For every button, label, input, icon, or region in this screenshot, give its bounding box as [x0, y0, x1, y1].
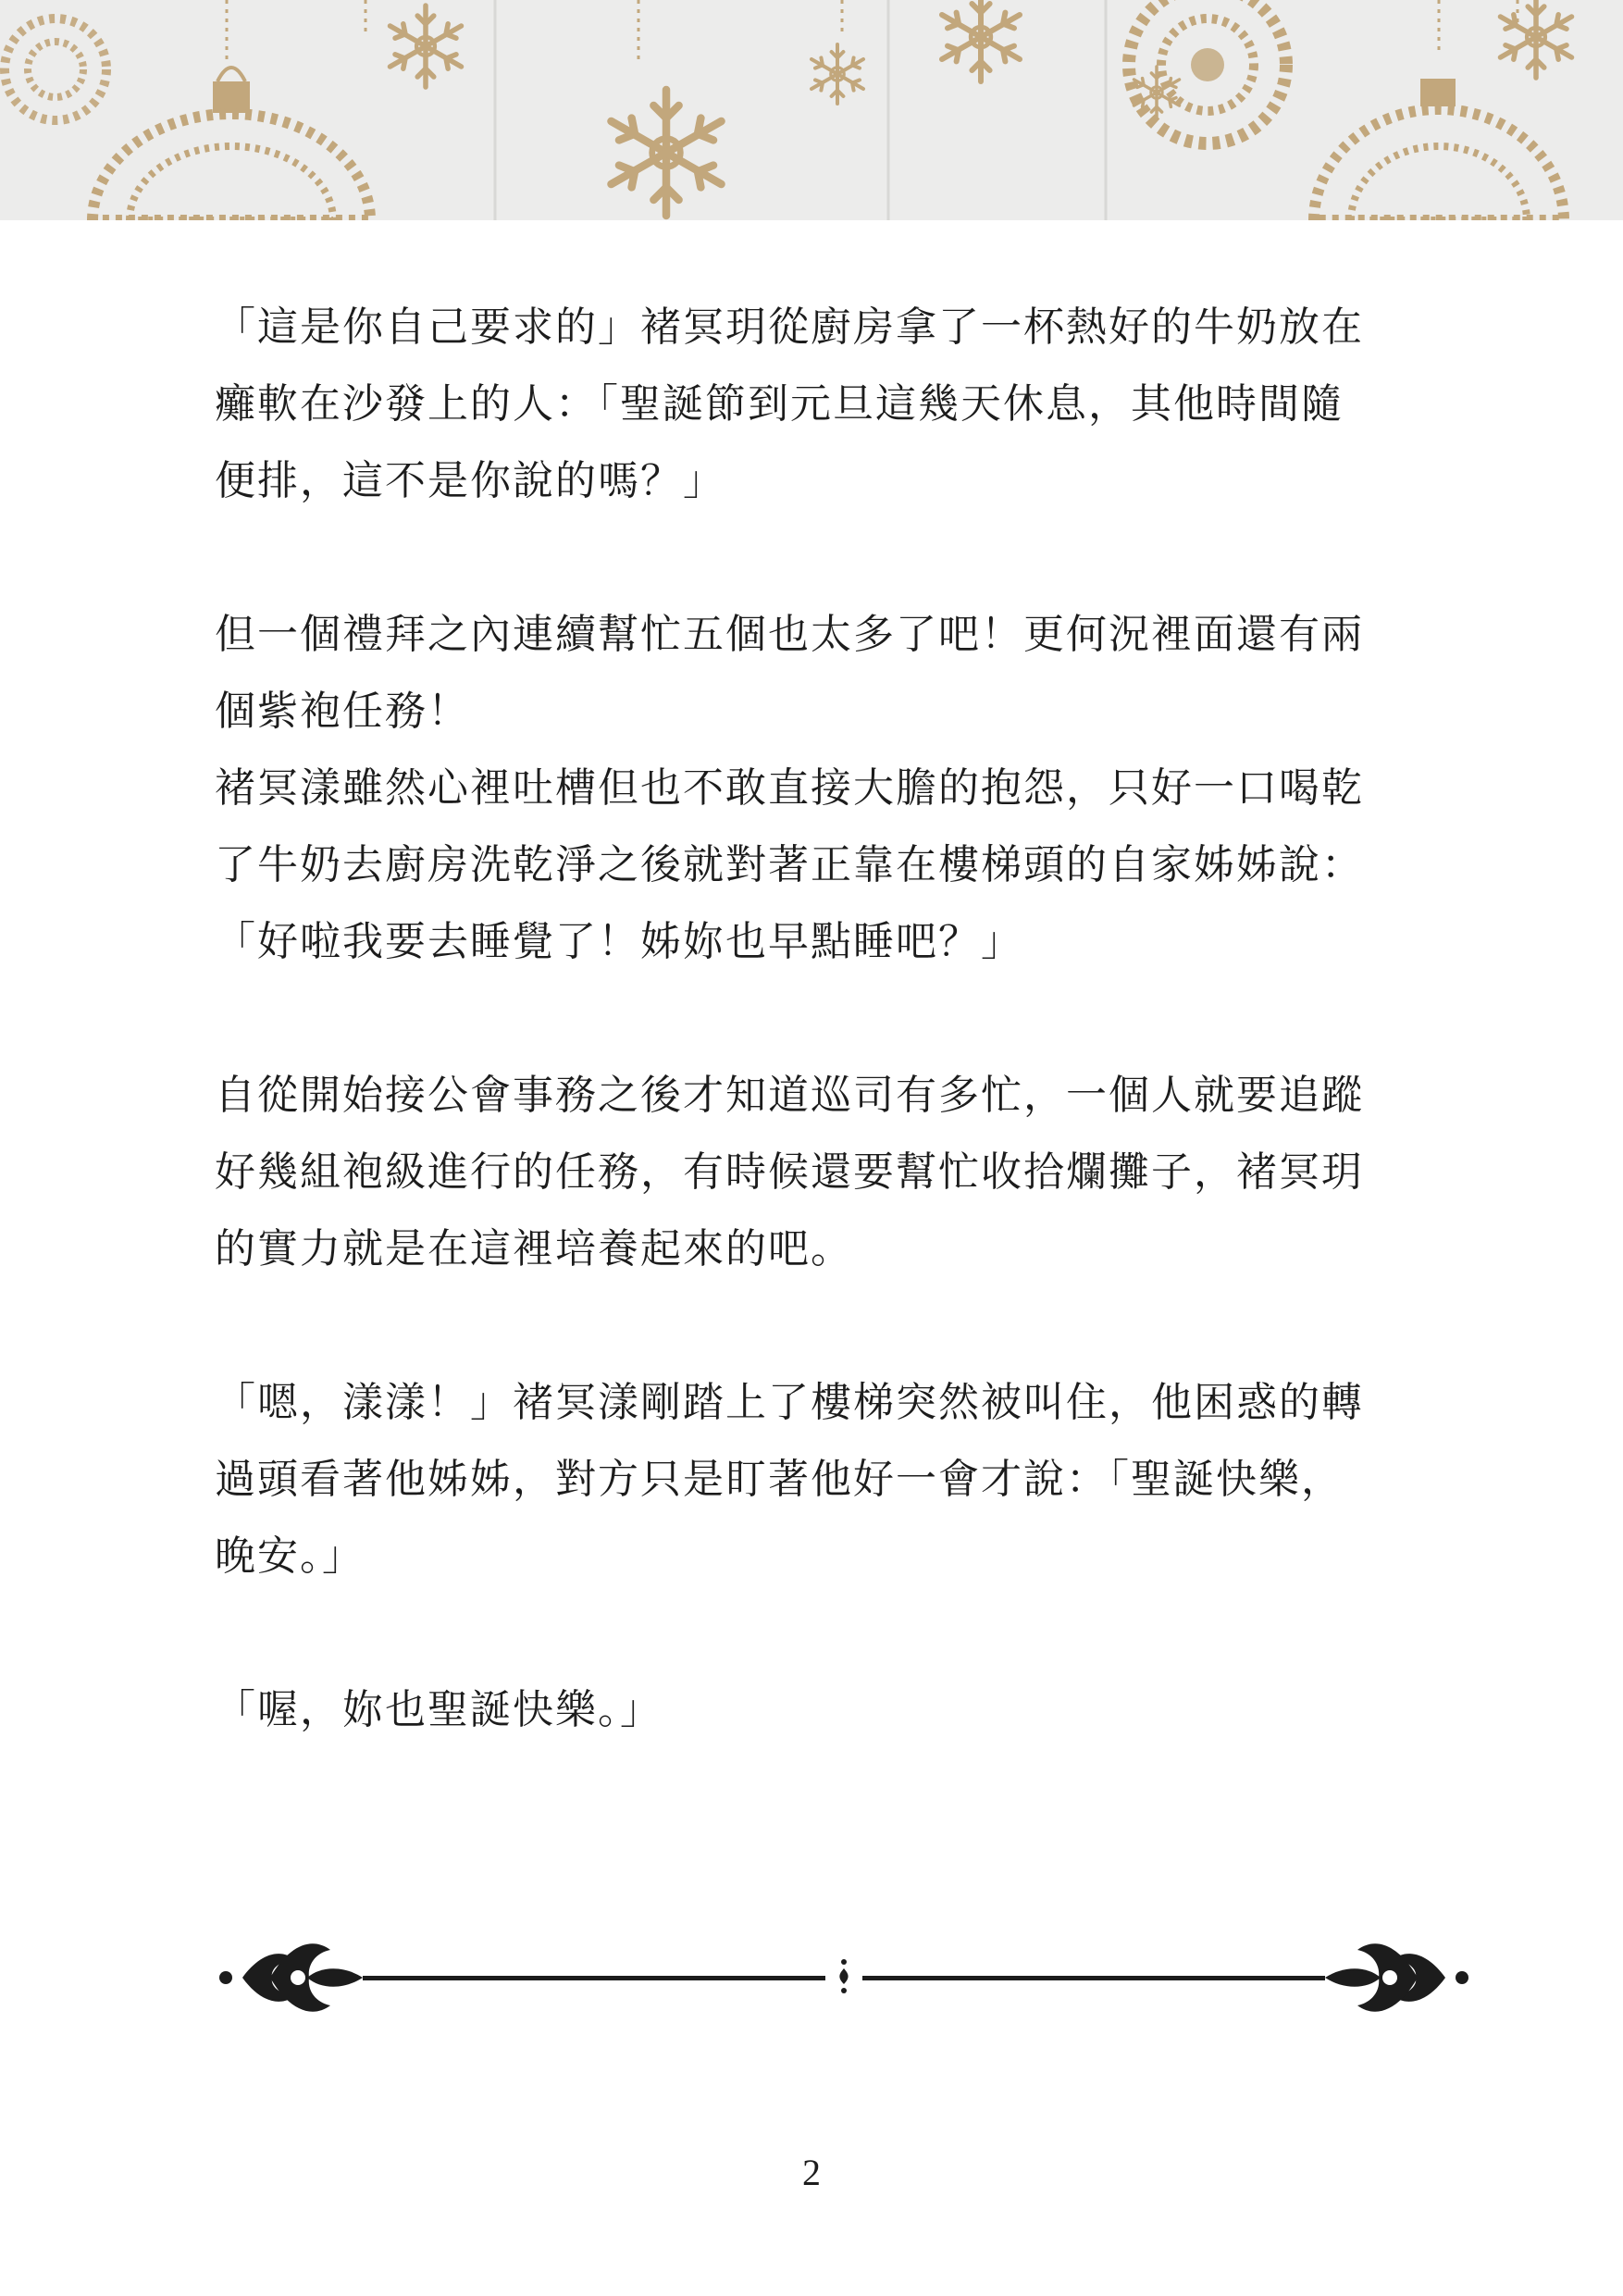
text-line: 了牛奶去廚房洗乾淨之後就對著正靠在樓梯頭的自家姊姊說： [215, 841, 1364, 888]
text-line: 「喔，妳也聖誕快樂。」 [215, 1686, 663, 1733]
text-line: 晚安。」 [215, 1533, 365, 1580]
text-line: 褚冥漾雖然心裡吐槽但也不敢直接大膽的抱怨，只好一口喝乾 [215, 764, 1364, 812]
christmas-ornament-icon [0, 0, 1623, 220]
page-number: 2 [802, 2152, 821, 2193]
paragraph [215, 1364, 1418, 1595]
text-line: 好幾組袍級進行的任務，有時候還要幫忙收拾爛攤子，褚冥玥 [215, 1148, 1364, 1196]
header-banner [0, 0, 1623, 220]
text-line: 自從開始接公會事務之後才知道巡司有多忙，一個人就要追蹤 [215, 1072, 1364, 1119]
paragraph [215, 750, 1418, 980]
text-line: 的實力就是在這裡培養起來的吧。 [215, 1225, 853, 1272]
text-line: 但一個禮拜之內連續幫忙五個也太多了吧！更何況裡面還有兩 [215, 611, 1364, 658]
text-line: 「嗯，漾漾！」褚冥漾剛踏上了樓梯突然被叫住，他困惑的轉 [215, 1379, 1364, 1426]
text-line: 「這是你自己要求的」褚冥玥從廚房拿了一杯熱好的牛奶放在 [215, 304, 1364, 351]
paragraph [215, 1671, 1418, 1748]
text-line: 便排，這不是你說的嗎？」 [215, 457, 725, 504]
text-line: 過頭看著他姊姊，對方只是盯著他好一會才說：「聖誕快樂， [215, 1456, 1344, 1503]
text-line: 「好啦我要去睡覺了！姊妳也早點睡吧？」 [215, 918, 1023, 965]
paragraph [215, 289, 1418, 519]
story-text [215, 289, 1418, 1748]
paragraph [215, 1057, 1418, 1287]
flourish-divider-icon [215, 1927, 1473, 2029]
text-line: 癱軟在沙發上的人：「聖誕節到元旦這幾天休息，其他時間隨 [215, 380, 1344, 428]
text-line: 個紫袍任務！ [215, 688, 470, 735]
paragraph [215, 596, 1418, 750]
